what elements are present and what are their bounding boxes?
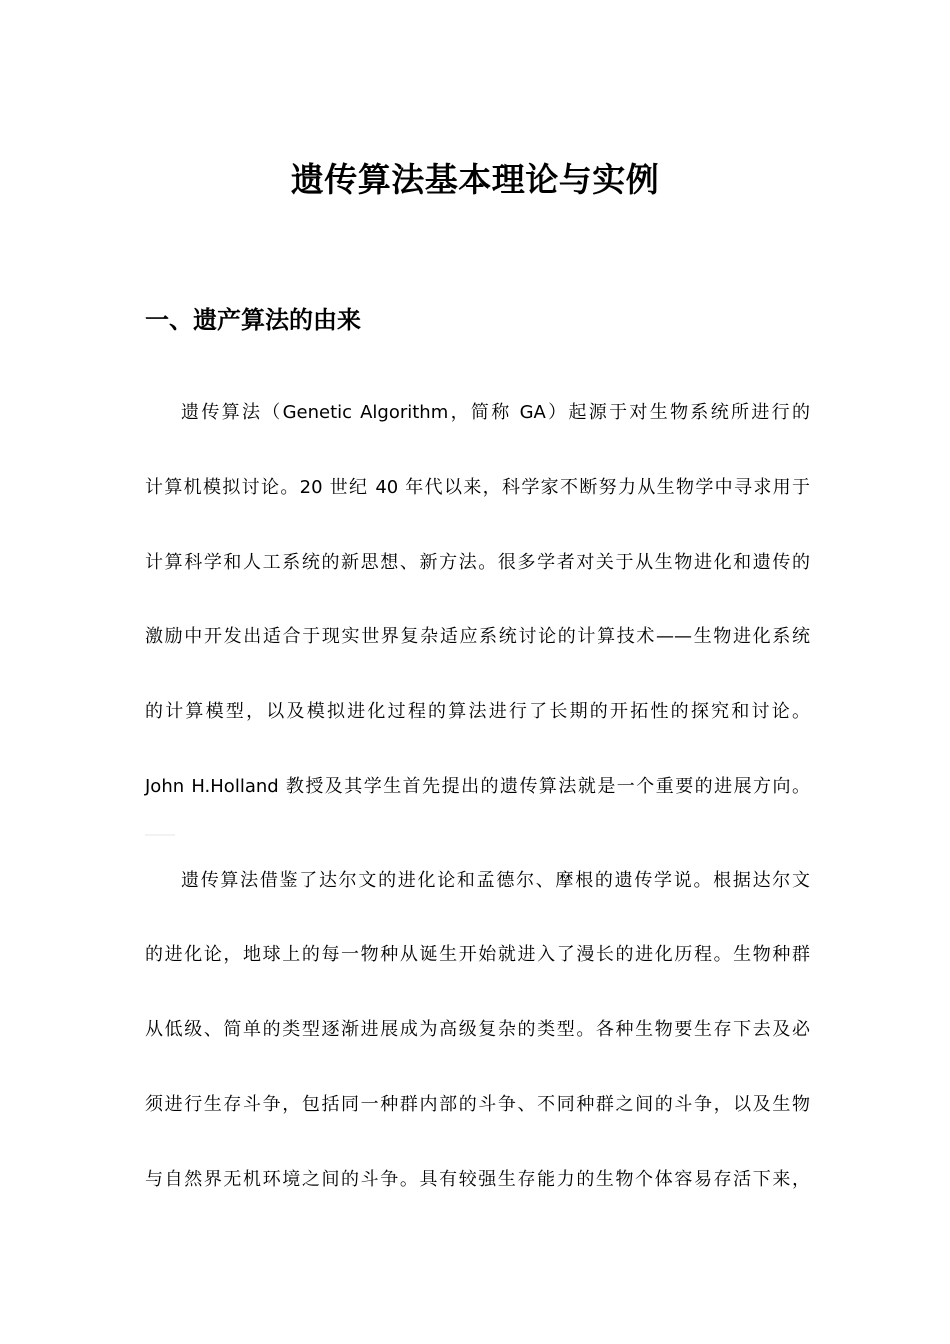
document-title: 遗传算法基本理论与实例 [290,160,660,199]
paragraph-2-line-1: 遗传算法借鉴了达尔文的进化论和孟德尔、摩根的遗传学说。根据达尔文 [181,870,810,891]
paragraph-2-line-2: 的进化论，地球上的每一物种从诞生开始就进入了漫长的进化历程。生物种群 [145,944,810,965]
paragraph-1-line-6: John H.Holland 教授及其学生首先提出的遗传算法就是一个重要的进展方向。 [145,776,810,797]
paragraph-separator [145,834,175,836]
paragraph-2-line-3: 从低级、简单的类型逐渐进展成为高级复杂的类型。各种生物要生存下去及必 [145,1019,810,1040]
paragraph-2-line-5: 与自然界无机环境之间的斗争。具有较强生存能力的生物个体容易存活下来， [145,1169,810,1190]
paragraph-1-line-2: 计算机模拟讨论。20 世纪 40 年代以来，科学家不断努力从生物学中寻求用于 [145,477,810,498]
paragraph-1-line-5: 的计算模型，以及模拟进化过程的算法进行了长期的开拓性的探究和讨论。 [145,701,810,722]
paragraph-1-line-1: 遗传算法（Genetic Algorithm，简称 GA）起源于对生物系统所进行的 [181,402,810,423]
section-heading: 一、遗产算法的由来 [145,306,361,334]
paragraph-1-line-3: 计算科学和人工系统的新思想、新方法。很多学者对关于从生物进化和遗传的 [145,552,810,573]
paragraph-2-line-4: 须进行生存斗争，包括同一种群内部的斗争、不同种群之间的斗争，以及生物 [145,1094,810,1115]
paragraph-1-line-4: 激励中开发出适合于现实世界复杂适应系统讨论的计算技术——生物进化系统 [145,626,810,647]
